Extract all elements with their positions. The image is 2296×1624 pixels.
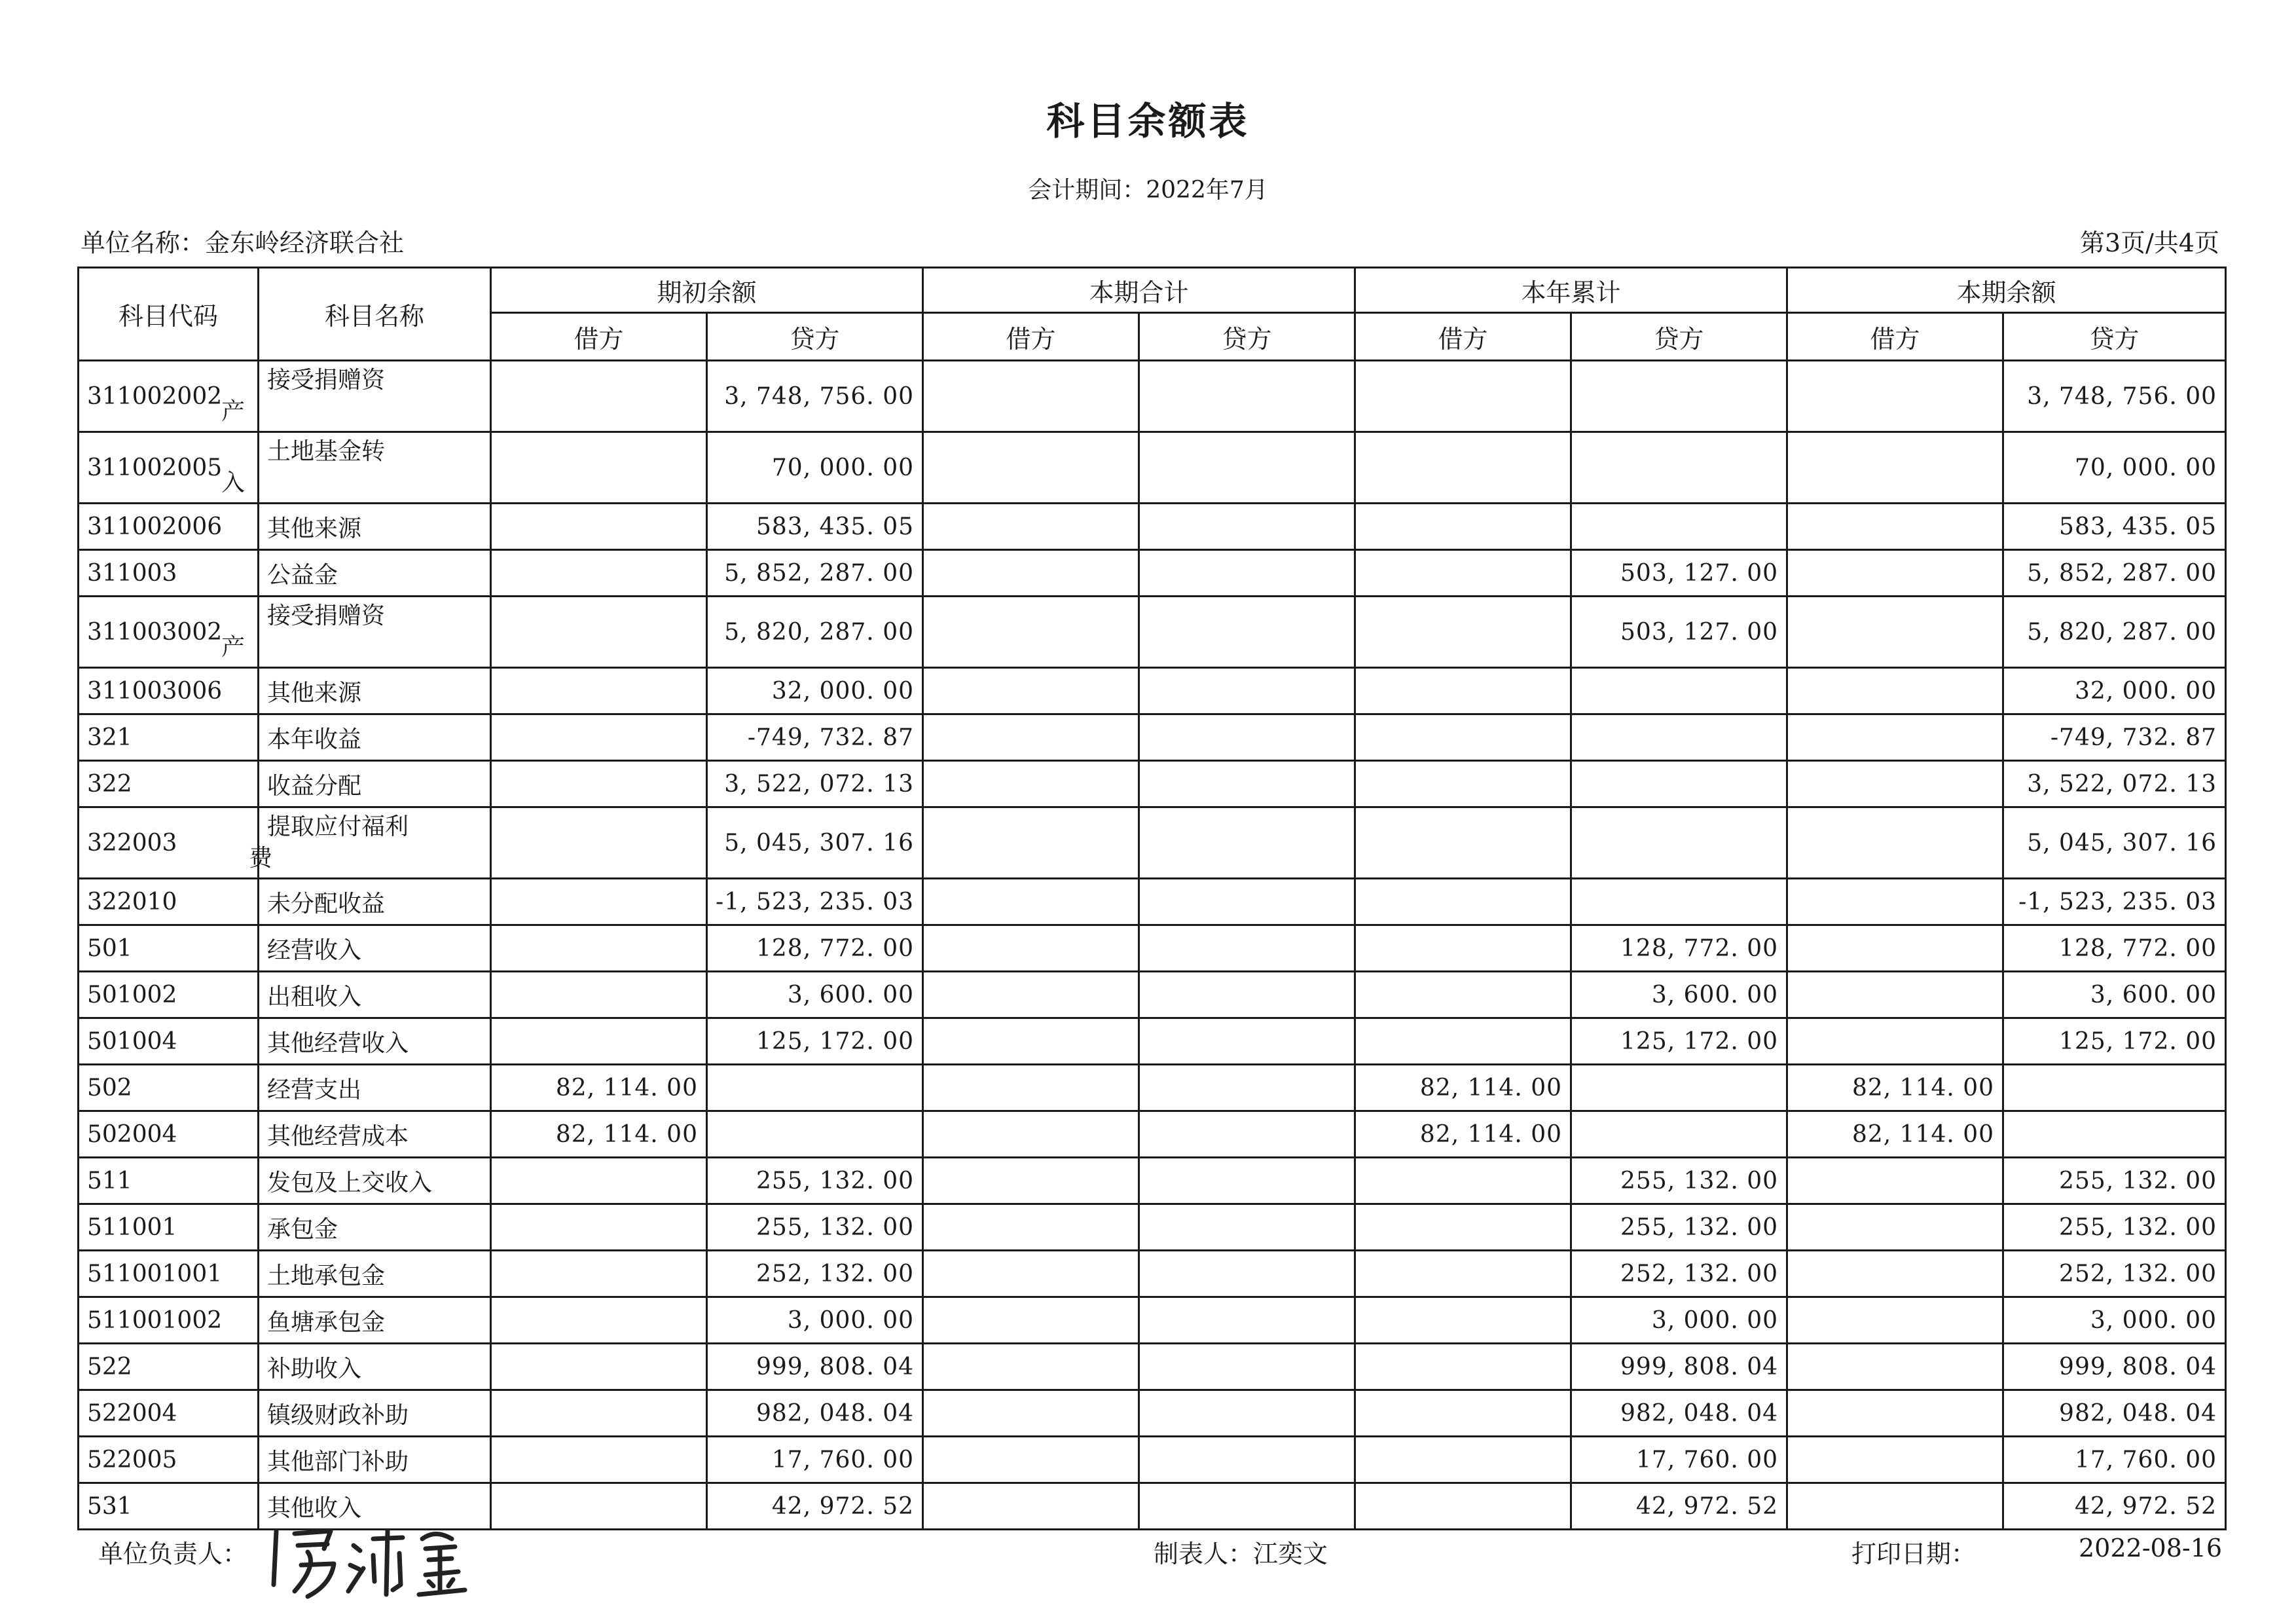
debit-amount-cell: [491, 714, 707, 761]
credit-amount-cell: 42, 972. 52: [707, 1483, 923, 1530]
print-date-value: 2022-08-16: [2079, 1534, 2223, 1562]
account-name-cell: 经营支出: [259, 1065, 491, 1111]
account-code-cell: 321: [79, 714, 259, 761]
credit-amount-cell: 5, 045, 307. 16: [707, 807, 923, 879]
credit-amount-cell: [1139, 1018, 1355, 1065]
debit-amount-cell: [923, 761, 1139, 807]
debit-amount-cell: [491, 597, 707, 668]
header-year-cumulative: 本年累计: [1355, 268, 1787, 313]
credit-amount-cell: [1571, 879, 1787, 925]
credit-amount-cell: [1139, 432, 1355, 504]
credit-amount-cell: [1139, 1297, 1355, 1344]
credit-amount-cell: [1139, 504, 1355, 550]
debit-amount-cell: [1355, 714, 1571, 761]
credit-amount-cell: 252, 132. 00: [2003, 1251, 2226, 1297]
debit-amount-cell: [1355, 1018, 1571, 1065]
account-name-cell: 公益金: [259, 550, 491, 597]
debit-amount-cell: [1787, 550, 2003, 597]
header-credit: 贷方: [707, 313, 923, 361]
print-date-label: 打印日期：: [1851, 1540, 1977, 1568]
credit-amount-cell: 255, 132. 00: [1571, 1158, 1787, 1204]
debit-amount-cell: [923, 972, 1139, 1018]
credit-amount-cell: 125, 172. 00: [707, 1018, 923, 1065]
debit-amount-cell: [1787, 1390, 2003, 1437]
credit-amount-cell: [1139, 1158, 1355, 1204]
credit-amount-cell: [1139, 1111, 1355, 1158]
header-name: 科目名称: [259, 268, 491, 361]
debit-amount-cell: [923, 925, 1139, 972]
credit-amount-cell: 5, 820, 287. 00: [707, 597, 923, 668]
debit-amount-cell: [923, 807, 1139, 879]
credit-amount-cell: 42, 972. 52: [1571, 1483, 1787, 1530]
debit-amount-cell: [491, 1018, 707, 1065]
credit-amount-cell: 3, 522, 072. 13: [2003, 761, 2226, 807]
debit-amount-cell: [923, 1065, 1139, 1111]
account-code-cell: 511001001: [79, 1251, 259, 1297]
debit-amount-cell: [1355, 597, 1571, 668]
debit-amount-cell: [1355, 1344, 1571, 1390]
account-name-cell: 发包及上交收入: [259, 1158, 491, 1204]
debit-amount-cell: [491, 1344, 707, 1390]
header-credit: 贷方: [1139, 313, 1355, 361]
debit-amount-cell: [491, 504, 707, 550]
credit-amount-cell: [1139, 925, 1355, 972]
debit-amount-cell: [923, 597, 1139, 668]
debit-amount-cell: [1355, 1390, 1571, 1437]
debit-amount-cell: [1355, 972, 1571, 1018]
page-info: 第3页/共4页: [2079, 229, 2219, 257]
table-row: [79, 1111, 2226, 1158]
account-name-line: 提取应付福利: [267, 813, 409, 840]
table-body: [79, 361, 2226, 1530]
debit-amount-cell: [1787, 1158, 2003, 1204]
account-name-line: 入: [221, 470, 246, 496]
debit-amount-cell: [1787, 1018, 2003, 1065]
account-name-cell: 其他经营收入: [259, 1018, 491, 1065]
table-row: [79, 879, 2226, 925]
debit-amount-cell: [923, 504, 1139, 550]
table-row: [79, 361, 2226, 432]
debit-amount-cell: [1355, 504, 1571, 550]
account-name-line: 产: [221, 634, 246, 661]
debit-amount-cell: [1355, 1204, 1571, 1251]
table-row: [79, 1018, 2226, 1065]
table-row: [79, 550, 2226, 597]
credit-amount-cell: 982, 048. 04: [1571, 1390, 1787, 1437]
header-closing-balance: 本期余额: [1787, 268, 2226, 313]
credit-amount-cell: 17, 760. 00: [2003, 1437, 2226, 1483]
debit-amount-cell: [1787, 879, 2003, 925]
account-code-cell: 522: [79, 1344, 259, 1390]
credit-amount-cell: [1139, 668, 1355, 714]
account-name-cell: 收益分配: [259, 761, 491, 807]
account-name-cell: 其他经营成本: [259, 1111, 491, 1158]
credit-amount-cell: 5, 045, 307. 16: [2003, 807, 2226, 879]
account-name-cell: 镇级财政补助: [259, 1390, 491, 1437]
debit-amount-cell: [1787, 1251, 2003, 1297]
debit-amount-cell: [1787, 597, 2003, 668]
account-code-cell: 502: [79, 1065, 259, 1111]
credit-amount-cell: 17, 760. 00: [1571, 1437, 1787, 1483]
debit-amount-cell: [923, 432, 1139, 504]
credit-amount-cell: 252, 132. 00: [1571, 1251, 1787, 1297]
credit-amount-cell: 982, 048. 04: [2003, 1390, 2226, 1437]
debit-amount-cell: [1787, 1297, 2003, 1344]
account-code-cell: 311003002: [79, 597, 259, 668]
account-name-cell: 土地承包金: [259, 1251, 491, 1297]
account-name-cell: 其他部门补助: [259, 1437, 491, 1483]
account-name-line: 产: [221, 398, 246, 425]
debit-amount-cell: [1787, 1483, 2003, 1530]
debit-amount-cell: [923, 1158, 1139, 1204]
account-name-cell: 出租收入: [259, 972, 491, 1018]
credit-amount-cell: [2003, 1065, 2226, 1111]
account-name-cell: 承包金: [259, 1204, 491, 1251]
debit-amount-cell: [1355, 925, 1571, 972]
credit-amount-cell: -749, 732. 87: [2003, 714, 2226, 761]
credit-amount-cell: 255, 132. 00: [1571, 1204, 1787, 1251]
credit-amount-cell: 255, 132. 00: [707, 1158, 923, 1204]
debit-amount-cell: [1355, 361, 1571, 432]
table-row: [79, 1344, 2226, 1390]
debit-amount-cell: [491, 1204, 707, 1251]
table-row: [79, 925, 2226, 972]
credit-amount-cell: [1571, 504, 1787, 550]
credit-amount-cell: [1571, 668, 1787, 714]
debit-amount-cell: [1787, 972, 2003, 1018]
credit-amount-cell: [1139, 1065, 1355, 1111]
accounting-period: 会计期间：2022年7月: [1028, 177, 1268, 204]
table-row: [79, 432, 2226, 504]
debit-amount-cell: [491, 761, 707, 807]
debit-amount-cell: [491, 550, 707, 597]
debit-amount-cell: [491, 361, 707, 432]
credit-amount-cell: [1139, 807, 1355, 879]
credit-amount-cell: 3, 000. 00: [2003, 1297, 2226, 1344]
debit-amount-cell: [491, 807, 707, 879]
debit-amount-cell: [923, 1297, 1139, 1344]
credit-amount-cell: 255, 132. 00: [2003, 1158, 2226, 1204]
account-code-cell: 501002: [79, 972, 259, 1018]
account-code-cell: 501004: [79, 1018, 259, 1065]
credit-amount-cell: 5, 852, 287. 00: [2003, 550, 2226, 597]
debit-amount-cell: 82, 114. 00: [1787, 1111, 2003, 1158]
debit-amount-cell: 82, 114. 00: [491, 1065, 707, 1111]
credit-amount-cell: 3, 748, 756. 00: [2003, 361, 2226, 432]
account-code-cell: 511001: [79, 1204, 259, 1251]
debit-amount-cell: [923, 1437, 1139, 1483]
leader-label: 单位负责人：: [98, 1540, 248, 1568]
account-name-cell: 其他收入: [259, 1483, 491, 1530]
table-row: [79, 1204, 2226, 1251]
credit-amount-cell: [1571, 1065, 1787, 1111]
debit-amount-cell: [1787, 432, 2003, 504]
credit-amount-cell: 3, 522, 072. 13: [707, 761, 923, 807]
table-row: [79, 714, 2226, 761]
debit-amount-cell: [1355, 761, 1571, 807]
debit-amount-cell: [1355, 1158, 1571, 1204]
table-row: [79, 597, 2226, 668]
credit-amount-cell: 32, 000. 00: [707, 668, 923, 714]
account-code-cell: 322: [79, 761, 259, 807]
credit-amount-cell: 3, 600. 00: [1571, 972, 1787, 1018]
account-name-cell: 鱼塘承包金: [259, 1297, 491, 1344]
credit-amount-cell: 503, 127. 00: [1571, 550, 1787, 597]
credit-amount-cell: 503, 127. 00: [1571, 597, 1787, 668]
header-debit: 借方: [491, 313, 707, 361]
credit-amount-cell: [1571, 761, 1787, 807]
credit-amount-cell: [1139, 1344, 1355, 1390]
account-name-cell: [249, 807, 491, 879]
debit-amount-cell: [923, 879, 1139, 925]
credit-amount-cell: [1139, 1483, 1355, 1530]
account-code-cell: 311002006: [79, 504, 259, 550]
debit-amount-cell: [1355, 550, 1571, 597]
credit-amount-cell: 70, 000. 00: [707, 432, 923, 504]
credit-amount-cell: 128, 772. 00: [707, 925, 923, 972]
credit-amount-cell: 3, 000. 00: [707, 1297, 923, 1344]
debit-amount-cell: 82, 114. 00: [1355, 1065, 1571, 1111]
debit-amount-cell: [1787, 1204, 2003, 1251]
signature-image: [268, 1519, 484, 1604]
table-row: [79, 504, 2226, 550]
debit-amount-cell: [491, 1437, 707, 1483]
debit-amount-cell: [491, 1297, 707, 1344]
credit-amount-cell: 5, 852, 287. 00: [707, 550, 923, 597]
credit-amount-cell: -1, 523, 235. 03: [707, 879, 923, 925]
debit-amount-cell: [1355, 807, 1571, 879]
debit-amount-cell: [491, 879, 707, 925]
debit-amount-cell: [1355, 1437, 1571, 1483]
table-row: [79, 972, 2226, 1018]
credit-amount-cell: 3, 000. 00: [1571, 1297, 1787, 1344]
balance-table: [77, 267, 2227, 1530]
table-row: [79, 1297, 2226, 1344]
credit-amount-cell: [1139, 1390, 1355, 1437]
table-row: [79, 1437, 2226, 1483]
credit-amount-cell: 17, 760. 00: [707, 1437, 923, 1483]
debit-amount-cell: [491, 668, 707, 714]
credit-amount-cell: [1139, 714, 1355, 761]
account-code-cell: 311002005: [79, 432, 259, 504]
debit-amount-cell: [923, 1111, 1139, 1158]
unit-name: 单位名称：金东岭经济联合社: [81, 229, 405, 257]
account-code-cell: 311003: [79, 550, 259, 597]
credit-amount-cell: [1139, 879, 1355, 925]
credit-amount-cell: 255, 132. 00: [2003, 1204, 2226, 1251]
debit-amount-cell: [923, 668, 1139, 714]
credit-amount-cell: 999, 808. 04: [1571, 1344, 1787, 1390]
account-code-cell: 511001002: [79, 1297, 259, 1344]
credit-amount-cell: [1571, 361, 1787, 432]
header-period-total: 本期合计: [923, 268, 1355, 313]
table-row: [79, 807, 2226, 879]
header-opening-balance: 期初余额: [491, 268, 923, 313]
debit-amount-cell: [1787, 761, 2003, 807]
table-row: [79, 1251, 2226, 1297]
account-name-cell: [221, 432, 491, 504]
credit-amount-cell: 583, 435. 05: [707, 504, 923, 550]
credit-amount-cell: 3, 748, 756. 00: [707, 361, 923, 432]
account-code-cell: 322003: [79, 807, 259, 879]
account-name-line: 土地基金转: [267, 438, 386, 465]
account-name-cell: 经营收入: [259, 925, 491, 972]
credit-amount-cell: [1139, 761, 1355, 807]
debit-amount-cell: [1787, 714, 2003, 761]
account-code-cell: 522005: [79, 1437, 259, 1483]
credit-amount-cell: [1139, 550, 1355, 597]
credit-amount-cell: 42, 972. 52: [2003, 1483, 2226, 1530]
table-row: [79, 1158, 2226, 1204]
account-code-cell: 501: [79, 925, 259, 972]
header-credit: 贷方: [2003, 313, 2226, 361]
debit-amount-cell: 82, 114. 00: [1355, 1111, 1571, 1158]
credit-amount-cell: 5, 820, 287. 00: [2003, 597, 2226, 668]
credit-amount-cell: 125, 172. 00: [2003, 1018, 2226, 1065]
credit-amount-cell: 252, 132. 00: [707, 1251, 923, 1297]
account-code-cell: 511: [79, 1158, 259, 1204]
debit-amount-cell: 82, 114. 00: [491, 1111, 707, 1158]
credit-amount-cell: 999, 808. 04: [2003, 1344, 2226, 1390]
debit-amount-cell: [1787, 504, 2003, 550]
credit-amount-cell: 3, 600. 00: [2003, 972, 2226, 1018]
debit-amount-cell: [1355, 1483, 1571, 1530]
debit-amount-cell: [491, 972, 707, 1018]
credit-amount-cell: 3, 600. 00: [707, 972, 923, 1018]
debit-amount-cell: [923, 1344, 1139, 1390]
credit-amount-cell: 255, 132. 00: [707, 1204, 923, 1251]
credit-amount-cell: [1571, 714, 1787, 761]
account-name-cell: 本年收益: [259, 714, 491, 761]
debit-amount-cell: [1787, 361, 2003, 432]
account-name-cell: [221, 597, 491, 668]
account-code-cell: 531: [79, 1483, 259, 1530]
debit-amount-cell: [491, 432, 707, 504]
debit-amount-cell: [1787, 1437, 2003, 1483]
header-debit: 借方: [923, 313, 1139, 361]
credit-amount-cell: [1571, 432, 1787, 504]
debit-amount-cell: [1355, 1297, 1571, 1344]
credit-amount-cell: [1139, 1204, 1355, 1251]
debit-amount-cell: 82, 114. 00: [1787, 1065, 2003, 1111]
credit-amount-cell: -749, 732. 87: [707, 714, 923, 761]
account-name-cell: 补助收入: [259, 1344, 491, 1390]
debit-amount-cell: [1787, 925, 2003, 972]
account-code-cell: 311002002: [79, 361, 259, 432]
maker-label: 制表人：江奕文: [1154, 1540, 1328, 1568]
credit-amount-cell: [707, 1065, 923, 1111]
credit-amount-cell: 999, 808. 04: [707, 1344, 923, 1390]
credit-amount-cell: 128, 772. 00: [1571, 925, 1787, 972]
account-name-cell: 其他来源: [259, 504, 491, 550]
debit-amount-cell: [1355, 668, 1571, 714]
debit-amount-cell: [923, 1251, 1139, 1297]
table-row: [79, 668, 2226, 714]
debit-amount-cell: [1787, 1344, 2003, 1390]
credit-amount-cell: [1571, 807, 1787, 879]
debit-amount-cell: [923, 1483, 1139, 1530]
account-code-cell: 322010: [79, 879, 259, 925]
debit-amount-cell: [923, 1204, 1139, 1251]
account-name-cell: [221, 361, 491, 432]
credit-amount-cell: 128, 772. 00: [2003, 925, 2226, 972]
account-code-cell: 522004: [79, 1390, 259, 1437]
credit-amount-cell: [1139, 361, 1355, 432]
table-row: [79, 1065, 2226, 1111]
credit-amount-cell: 70, 000. 00: [2003, 432, 2226, 504]
debit-amount-cell: [923, 361, 1139, 432]
credit-amount-cell: [2003, 1111, 2226, 1158]
account-name-line: 费: [249, 845, 273, 872]
header-debit: 借方: [1355, 313, 1571, 361]
table-row: [79, 1390, 2226, 1437]
credit-amount-cell: -1, 523, 235. 03: [2003, 879, 2226, 925]
credit-amount-cell: [1139, 972, 1355, 1018]
debit-amount-cell: [491, 1251, 707, 1297]
debit-amount-cell: [491, 1483, 707, 1530]
account-code-cell: 502004: [79, 1111, 259, 1158]
header-code: 科目代码: [79, 268, 259, 361]
account-name-line: 接受捐赠资: [267, 602, 386, 629]
debit-amount-cell: [491, 925, 707, 972]
credit-amount-cell: 32, 000. 00: [2003, 668, 2226, 714]
debit-amount-cell: [491, 1390, 707, 1437]
credit-amount-cell: [707, 1111, 923, 1158]
debit-amount-cell: [1355, 879, 1571, 925]
account-name-cell: 其他来源: [259, 668, 491, 714]
header-debit: 借方: [1787, 313, 2003, 361]
credit-amount-cell: [1139, 1437, 1355, 1483]
debit-amount-cell: [923, 1390, 1139, 1437]
debit-amount-cell: [923, 550, 1139, 597]
account-name-cell: 未分配收益: [259, 879, 491, 925]
account-code-cell: 311003006: [79, 668, 259, 714]
credit-amount-cell: 982, 048. 04: [707, 1390, 923, 1437]
credit-amount-cell: [1139, 597, 1355, 668]
debit-amount-cell: [1355, 432, 1571, 504]
account-name-line: 接受捐赠资: [267, 367, 386, 394]
page-title: 科目余额表: [1046, 99, 1250, 143]
debit-amount-cell: [491, 1158, 707, 1204]
credit-amount-cell: [1139, 1251, 1355, 1297]
debit-amount-cell: [923, 714, 1139, 761]
header-credit: 贷方: [1571, 313, 1787, 361]
debit-amount-cell: [923, 1018, 1139, 1065]
credit-amount-cell: 125, 172. 00: [1571, 1018, 1787, 1065]
credit-amount-cell: [1571, 1111, 1787, 1158]
credit-amount-cell: 583, 435. 05: [2003, 504, 2226, 550]
table-row: [79, 761, 2226, 807]
debit-amount-cell: [1355, 1251, 1571, 1297]
debit-amount-cell: [1787, 668, 2003, 714]
debit-amount-cell: [1787, 807, 2003, 879]
